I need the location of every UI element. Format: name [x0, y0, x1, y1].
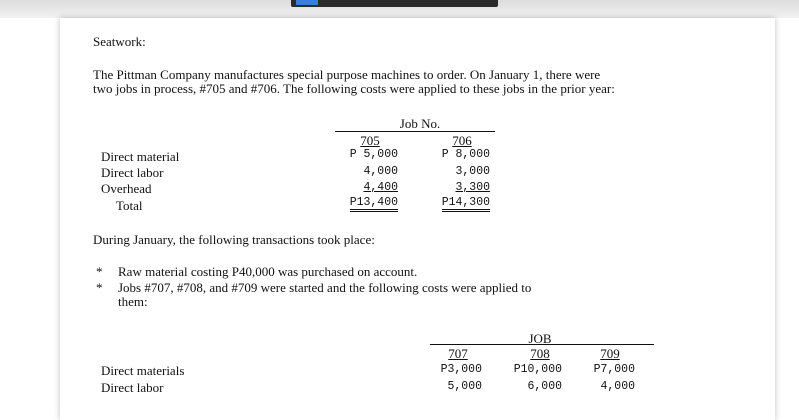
cell-709-direct-labor: 4,000 [600, 380, 635, 393]
row-label-total: Total [116, 198, 143, 213]
viewer-toolbar[interactable] [291, 0, 498, 7]
intro-line-1: The Pittman Company manufactures special purpose machines to order. On January 1, there were [93, 67, 601, 82]
cell-709-direct-materials: P7,000 [593, 363, 635, 376]
bullet-marker: * [96, 264, 103, 279]
column-709: 709 [600, 346, 620, 361]
job-no-header-rule [335, 131, 495, 132]
column-706: 706 [452, 133, 472, 148]
job-header-rule [430, 344, 654, 345]
cell-706-direct-material: P 8,000 [441, 148, 490, 161]
cell-708-direct-materials: P10,000 [513, 363, 562, 376]
row-label-direct-materials: Direct materials [101, 363, 185, 378]
cell-705-total: P13,400 [350, 196, 398, 212]
bullet-item-2-line-1: Jobs #707, #708, and #709 were started and the following costs were applied to [118, 280, 532, 295]
cell-706-direct-labor: 3,000 [455, 165, 490, 178]
bullet-item-1: Raw material costing P40,000 was purchased on account. [118, 264, 418, 279]
cell-705-direct-labor: 4,000 [363, 165, 398, 178]
row-label-overhead: Overhead [101, 181, 152, 196]
row-label-direct-material: Direct material [101, 149, 180, 164]
cell-708-direct-labor: 6,000 [527, 380, 562, 393]
row-label-direct-labor: Direct labor [101, 165, 164, 180]
transactions-intro: During January, the following transactions took place: [93, 232, 375, 247]
row-label-direct-labor: Direct labor [101, 380, 164, 395]
cell-705-direct-material: P 5,000 [349, 148, 398, 161]
document-page [60, 18, 775, 420]
cell-707-direct-materials: P3,000 [440, 363, 482, 376]
seatwork-heading: Seatwork: [93, 34, 146, 49]
bullet-item-2-line-2: them: [118, 294, 148, 309]
intro-line-2: two jobs in process, #705 and #706. The following costs were applied to these jobs in the prior year: [93, 81, 615, 96]
cell-706-total: P14,300 [442, 196, 490, 212]
column-707: 707 [448, 346, 468, 361]
job-no-header: Job No. [399, 116, 441, 131]
cell-707-direct-labor: 5,000 [447, 380, 482, 393]
column-708: 708 [530, 346, 550, 361]
column-705: 705 [360, 133, 380, 148]
job-header: JOB [528, 331, 552, 346]
cell-706-overhead: 3,300 [455, 181, 490, 194]
cell-705-overhead: 4,400 [363, 181, 398, 194]
bullet-marker: * [96, 280, 103, 295]
toolbar-button[interactable] [296, 0, 318, 5]
